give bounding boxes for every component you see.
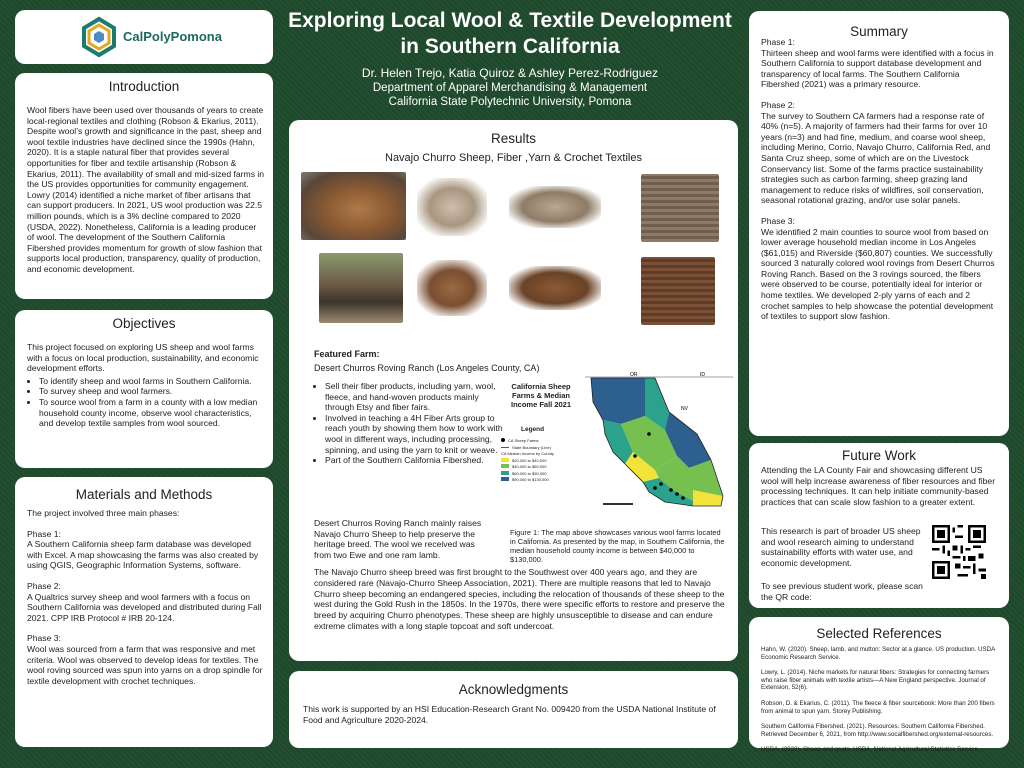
objectives-intro: This project focused on exploring US sheep and wool farms with a focus on local production, sustainability, and economic development efforts. <box>27 342 259 374</box>
acknowledgments-text: This work is supported by an HSI Education-Research Grant No. 009420 from the USDA National Institute of Food and Agriculture 2020-2024. <box>303 704 716 725</box>
map-title: California Sheep Farms & Median Income Fall 2021 <box>510 382 572 409</box>
wool-roving-photo-2 <box>417 260 487 316</box>
methods-phase-3: Phase 3: Wool was sourced from a farm that was responsive and met criteria. Wool was observed to develop ideas for textiles. The wool roving sourced was spun into yarns on a drop spindle for textile development with crochet techniques. <box>27 633 263 686</box>
objective-item: • To identify sheep and wool farms in Southern California. <box>39 376 265 387</box>
objectives-heading: Objectives <box>112 316 176 331</box>
map-legend-heading: Legend <box>521 426 545 433</box>
methods-intro: The project involved three main phases: <box>27 508 180 518</box>
farm-marker <box>659 482 663 486</box>
legend-swatch-icon <box>501 464 509 468</box>
farm-note: Desert Churros Roving Ranch mainly raises Navajo Churro Sheep to help preserve the heritage breed. The wool we received was from two Ewe and one ram lamb. <box>314 518 482 560</box>
legend-item: State Boundary (Line) <box>501 445 585 452</box>
map-scale-bar <box>603 503 633 505</box>
sheep-pen-photo <box>319 253 403 323</box>
legend-item: CA Median Income by County <box>501 451 554 456</box>
methods-heading: Materials and Methods <box>75 487 213 502</box>
future-work-heading: Future Work <box>841 448 917 463</box>
legend-dot-icon <box>501 438 505 442</box>
farm-marker <box>681 496 685 500</box>
poster-header <box>282 8 738 109</box>
legend-swatch-icon <box>501 458 509 462</box>
map-label-or: OR <box>630 372 638 378</box>
poster-department: Department of Apparel Merchandising & Management <box>372 82 648 94</box>
summary-heading: Summary <box>850 24 908 39</box>
farm-marker <box>653 486 657 490</box>
acknowledgments-heading: Acknowledgments <box>458 682 569 697</box>
objective-item: • To source wool from a farm in a county with a low median household county income, observe wool characteristics, and develop textile samples from wool sourced. <box>39 397 265 429</box>
objectives-body <box>27 342 265 429</box>
results-subheading: Navajo Churro Sheep, Fiber ,Yarn & Crochet Textiles <box>385 152 642 164</box>
cpp-logo-icon <box>79 17 119 57</box>
crochet-sample-photo-2 <box>641 257 715 325</box>
results-heading: Results <box>490 131 536 146</box>
map-label-nv: NV <box>681 406 688 412</box>
methods-body <box>27 508 265 696</box>
figure-caption: Figure 1: The map above showcases various wool farms located in California. As presented by the map, in Southern California, the median household county income is between $40,000 to $130,000. <box>510 528 725 564</box>
reference-item: Robson, D. & Ekarius, C. (2011). The fleece & fiber sourcebook: More than 200 fibers from animal to spun yarn. Storey Publishing. <box>761 699 995 715</box>
references-list <box>761 646 999 762</box>
introduction-paragraph: Wool fibers have been used over thousands of years to create local-regional textiles and clothing (Robson & Ekarius, 2011). Despite wool’s growth and significance in the past, sheep and wool textile industries have declined since the 1990s (Hahn, 2020). It is a staple natural fiber that provides several opportunities for fiber and textile artisanship (Robson & Ekarius, 2011). The availability of small and mid-sized farms in the US provides opportunities for community engagement. Lowry (2014) identified a niche market of fiber artisans that can support producers. In 2021, US wool production was 22.5 million pounds, which is a 3% decline compared to 2020 (USDA, 2022). Nonetheless, California is a leading producer of wool. The development of the Southern California Fibershed provides momentum for growth of slow fashion that supports local production, transparency, quality of production, and economic development. <box>27 105 265 274</box>
objectives-card <box>15 310 273 468</box>
map-label-id: ID <box>700 372 705 378</box>
churro-text: The Navajo Churro sheep breed was first brought to the Southwest over 400 years ago, and they are considered rare (Navajo-Churro Sheep Association, 2021). There are multiple reasons that led to Navajo Churro sheep becoming an endangered species, including the relocation of thousands of these sheep to the west during the Gold Rush in the 1850s. In the 1970s, there were specific efforts to restore and preserve the breed by acquiring Churro phenotypes. These sheep are highly unsusceptible to disease and can endure extreme climates with a long staple topcoat and soft undercoat. <box>314 567 725 631</box>
poster-title: Exploring Local Wool & Textile Development in Southern California <box>288 9 732 58</box>
farm-bullets <box>313 381 505 466</box>
farm-bullet: • Involved in teaching a 4H Fiber Arts group to reach youth by showing them how to work with wool in different ways, including processing, spinning, and using the yarn to knit or weave. <box>325 413 505 455</box>
reference-item: Hahn, W. (2020). Sheep, lamb, and mutton: Sector at a glance. US production. USDA Economic Research Service. <box>761 646 995 661</box>
acknowledgments-card <box>289 671 738 748</box>
wool-roving-photo-1 <box>417 178 487 236</box>
poster-university: California State Polytechnic University, Pomona <box>388 96 632 108</box>
summary-phase-3: Phase 3: We identified 2 main counties to source wool from based on lower average household median income in Los Angeles ($61,015) and Riverside ($60,807) counties. We successfully sourced 3 naturally colored wool rovings from Desert Churros Roving Ranch. Based on the 3 rovings sourced, the fibers were observed to be course, potentially ideal for interior or home textiles. We developed 2-ply yarns of each and 2 crochet samples to help showcase the potential development of textiles to support slow fashion. <box>761 215 995 322</box>
methods-phase-2: Phase 2: A Qualtrics survey sheep and wool farmers with a focus on Southern California was developed and distributed during Fall 2021. CPP IRB Protocol # IRB 20-124. <box>27 580 262 623</box>
poster-authors: Dr. Helen Trejo, Katia Quiroz & Ashley Perez-Rodriguez <box>361 66 659 80</box>
objective-item: • To survey sheep and wool farmers. <box>39 386 265 397</box>
summary-phase-2: Phase 2: The survey to Southern CA farmers had a response rate of 40% (n=5). A majority of farmers had their farms for over 10 years (n=3) and had fine, medium, and coarse wool sheep, including Merino, Corrio, Navajo Churro, California Red, and Santa Cruz sheep, some of which are on the Livestock Conservancy list. Some of the farms practice sustainability strategies such as carbon farming, sheep grazing land management to reduce risks of wildfires, soil conservation, seasonal rotational grazing, and/or use solar panels. <box>761 99 991 206</box>
farm-marker <box>647 432 651 436</box>
yarn-skein-photo-1 <box>509 186 601 228</box>
farm-bullet: • Sell their fiber products, including yarn, wool, fleece, and hand-woven products mainly through Etsy and fiber fairs. <box>325 381 505 413</box>
legend-line-icon <box>501 447 509 448</box>
summary-phase-1: Phase 1: Thirteen sheep and wool farms were identified with a focus in Southern California to support database development and transparency of local farms. The Southern California Fibershed (2021) was a primary resource. <box>761 37 994 90</box>
future-text-3: To see previous student work, please scan the QR code: <box>761 581 923 602</box>
farm-marker <box>669 488 673 492</box>
references-card <box>749 617 1009 754</box>
summary-body <box>761 37 997 332</box>
methods-phase-1: Phase 1: A Southern California sheep farm database was developed with Excel. A map showcasing the farms was also created by using QGIS, Geographic Information Systems, software. <box>27 528 259 571</box>
reference-item: USDA. (2022). Sheep and goats. USDA, National Agricultural Statistics Service. <box>761 746 980 754</box>
summary-card <box>749 11 1009 436</box>
legend-item: $40,000 to $60,000 <box>501 464 585 471</box>
reference-item: Southern California Fibershed. (2021). Resources. Southern California Fibershed. Retrieved December 6, 2021, from http://www.socalfibershed.org/external-resources. <box>761 723 994 738</box>
introduction-text <box>27 105 265 285</box>
methods-card <box>15 477 273 747</box>
legend-item: $90,000 to $130,000 <box>501 477 585 484</box>
farm-marker <box>675 492 679 496</box>
introduction-card <box>15 73 273 299</box>
legend-swatch-icon <box>501 471 509 475</box>
introduction-heading: Introduction <box>108 79 180 94</box>
legend-item: $20,000 to $40,000 <box>501 458 585 465</box>
future-text-1: Attending the LA County Fair and showcasing different US wool will help increase awareness of fiber resources and fiber processing techniques. It can help initiate community-based practices that can scale slow fashion to a greater extent. <box>761 465 996 507</box>
legend-item: $60,000 to $90,000 <box>501 471 585 478</box>
crochet-sample-photo-1 <box>641 174 719 242</box>
farm-bullet: • Part of the Southern California Fibershed. <box>325 455 505 466</box>
objectives-list <box>27 376 265 429</box>
results-card <box>289 120 738 661</box>
yarn-skein-photo-2 <box>509 266 601 310</box>
legend-item: CA Sheep Farms <box>501 438 585 445</box>
california-map <box>585 372 733 512</box>
farm-marker <box>633 454 637 458</box>
future-text-2: This research is part of broader US sheep and wool research aiming to understand sustainability efforts with water use, and economic development. <box>761 526 921 568</box>
reference-item: Lowry, L. (2014). Niche markets for natural fibers: Strategies for connecting farmers who raise fiber animals with textile artists—A New England perspective. Journal of Extension, 52(6). <box>761 669 990 692</box>
featured-farm-name: Desert Churros Roving Ranch (Los Angeles County, CA) <box>314 363 540 373</box>
logo-card <box>15 10 273 64</box>
qr-code-icon[interactable] <box>932 525 986 579</box>
sheep-photo <box>301 172 406 240</box>
featured-farm-label: Featured Farm: <box>314 349 380 359</box>
map-legend <box>501 438 585 484</box>
logo-text: CalPolyPomona <box>123 29 222 44</box>
ca-county-north <box>591 378 645 424</box>
references-heading: Selected References <box>816 626 942 641</box>
legend-swatch-icon <box>501 477 509 481</box>
future-work-card <box>749 443 1009 608</box>
